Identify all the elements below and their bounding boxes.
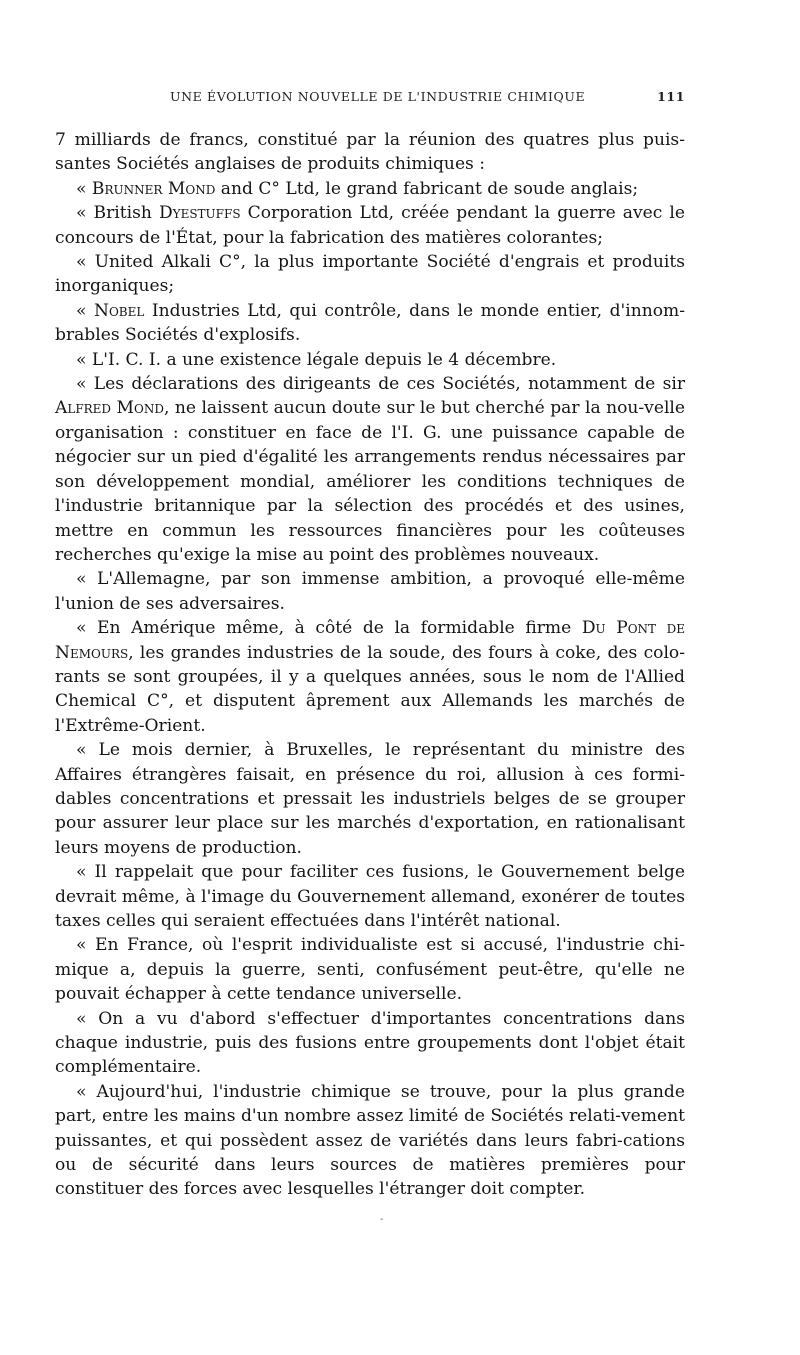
paragraph-7: « Les déclarations des dirigeants de ces Sociétés, notamment de sir Alfred Mond, ne laissent aucun doute sur le but cherché par la nou-velle organisation : constituer en face de l'I. G. une puissance capable de négocier sur un pied d'égalité les arrangements rendus nécessaires par son développement mondial, améliorer les conditions techniques de l'industrie britannique par la sélection des procédés et des usines, mettre en commun les ressources financières pour les coûteuses recherches qu'exige la mise au point des problèmes nouveaux. bbox=[55, 374, 686, 565]
paragraph-5: « Nobel Industries Ltd, qui contrôle, dans le monde entier, d'innom-brables Sociétés d'explosifs. bbox=[55, 300, 685, 346]
paragraph-3: « British Dyestuffs Corporation Ltd, créée pendant la guerre avec le concours de l'État, pour la fabrication des matières colorantes; bbox=[55, 203, 685, 248]
footer-mark: - bbox=[380, 1214, 384, 1225]
paragraph-11: « Il rappelait que pour faciliter ces fusions, le Gouvernement belge devrait même, à l'image du Gouvernement allemand, exonérer de toutes taxes celles qui seraient effectuées dans l'intérêt national. bbox=[55, 862, 685, 931]
page-number: 111 bbox=[657, 89, 685, 104]
paragraph-2: « Brunner Mond and C° Ltd, le grand fabricant de soude anglais; bbox=[76, 178, 639, 199]
paragraph-4: « United Alkali C°, la plus importante Société d'engrais et produits inorganiques; bbox=[55, 252, 685, 297]
paragraph-9: « En Amérique même, à côté de la formidable firme Du Pont de Nemours, les grandes industries de la soude, des fours à coke, des colo-rants se sont groupées, il y a quelques années, sous le nom de l'Allied Chemical C°, et disputent âprement aux Allemands les marchés de l'Extrême-Orient. bbox=[55, 618, 685, 736]
company-name-dyestuffs: Dyestuffs bbox=[158, 203, 241, 224]
paragraph-6: « L'I. C. I. a une existence légale depuis le 4 décembre. bbox=[76, 349, 557, 370]
person-name-alfred-mond: Alfred Mond bbox=[55, 398, 164, 419]
company-name-du-pont: Du Pont de Nemours bbox=[55, 618, 685, 663]
running-head bbox=[170, 89, 685, 109]
paragraph-8: « L'Allemagne, par son immense ambition, a provoqué elle-même l'union de ses adversaires. bbox=[55, 569, 685, 614]
body-text bbox=[55, 128, 685, 1202]
paragraph-10: « Le mois dernier, à Bruxelles, le représentant du ministre des Affaires étrangères faisait, en présence du roi, allusion à ces formi-dables concentrations et pressait les industriels belges de se grouper pour assurer leur place sur les marchés d'exportation, en rationalisant leurs moyens de production. bbox=[55, 740, 685, 858]
paragraph-12: « En France, où l'esprit individualiste est si accusé, l'industrie chi-mique a, depuis la guerre, senti, confusément peut-être, qu'elle ne pouvait échapper à cette tendance universelle. bbox=[55, 935, 685, 1005]
paragraph-14: « Aujourd'hui, l'industrie chimique se trouve, pour la plus grande part, entre les mains d'un nombre assez limité de Sociétés relati-vement puissantes, et qui possèdent assez de variétés dans leurs fabri-cations ou de sécurité dans leurs sources de matières premières pour constituer des forces avec lesquelles l'étranger doit compter. bbox=[55, 1081, 685, 1200]
company-name-nobel: Nobel bbox=[94, 300, 145, 321]
company-name-mond: Mond bbox=[167, 178, 216, 199]
running-head-title: UNE ÉVOLUTION NOUVELLE DE L'INDUSTRIE CHIMIQUE bbox=[170, 89, 586, 104]
paragraph-13: « On a vu d'abord s'effectuer d'importantes concentrations dans chaque industrie, puis des fusions entre groupements dont l'objet était complémentaire. bbox=[55, 1008, 685, 1078]
paragraph-1: 7 milliards de francs, constitué par la réunion des quatres plus puis-santes Sociétés anglaises de produits chimiques : bbox=[55, 130, 685, 175]
company-name-brunner: Brunner bbox=[91, 178, 163, 199]
